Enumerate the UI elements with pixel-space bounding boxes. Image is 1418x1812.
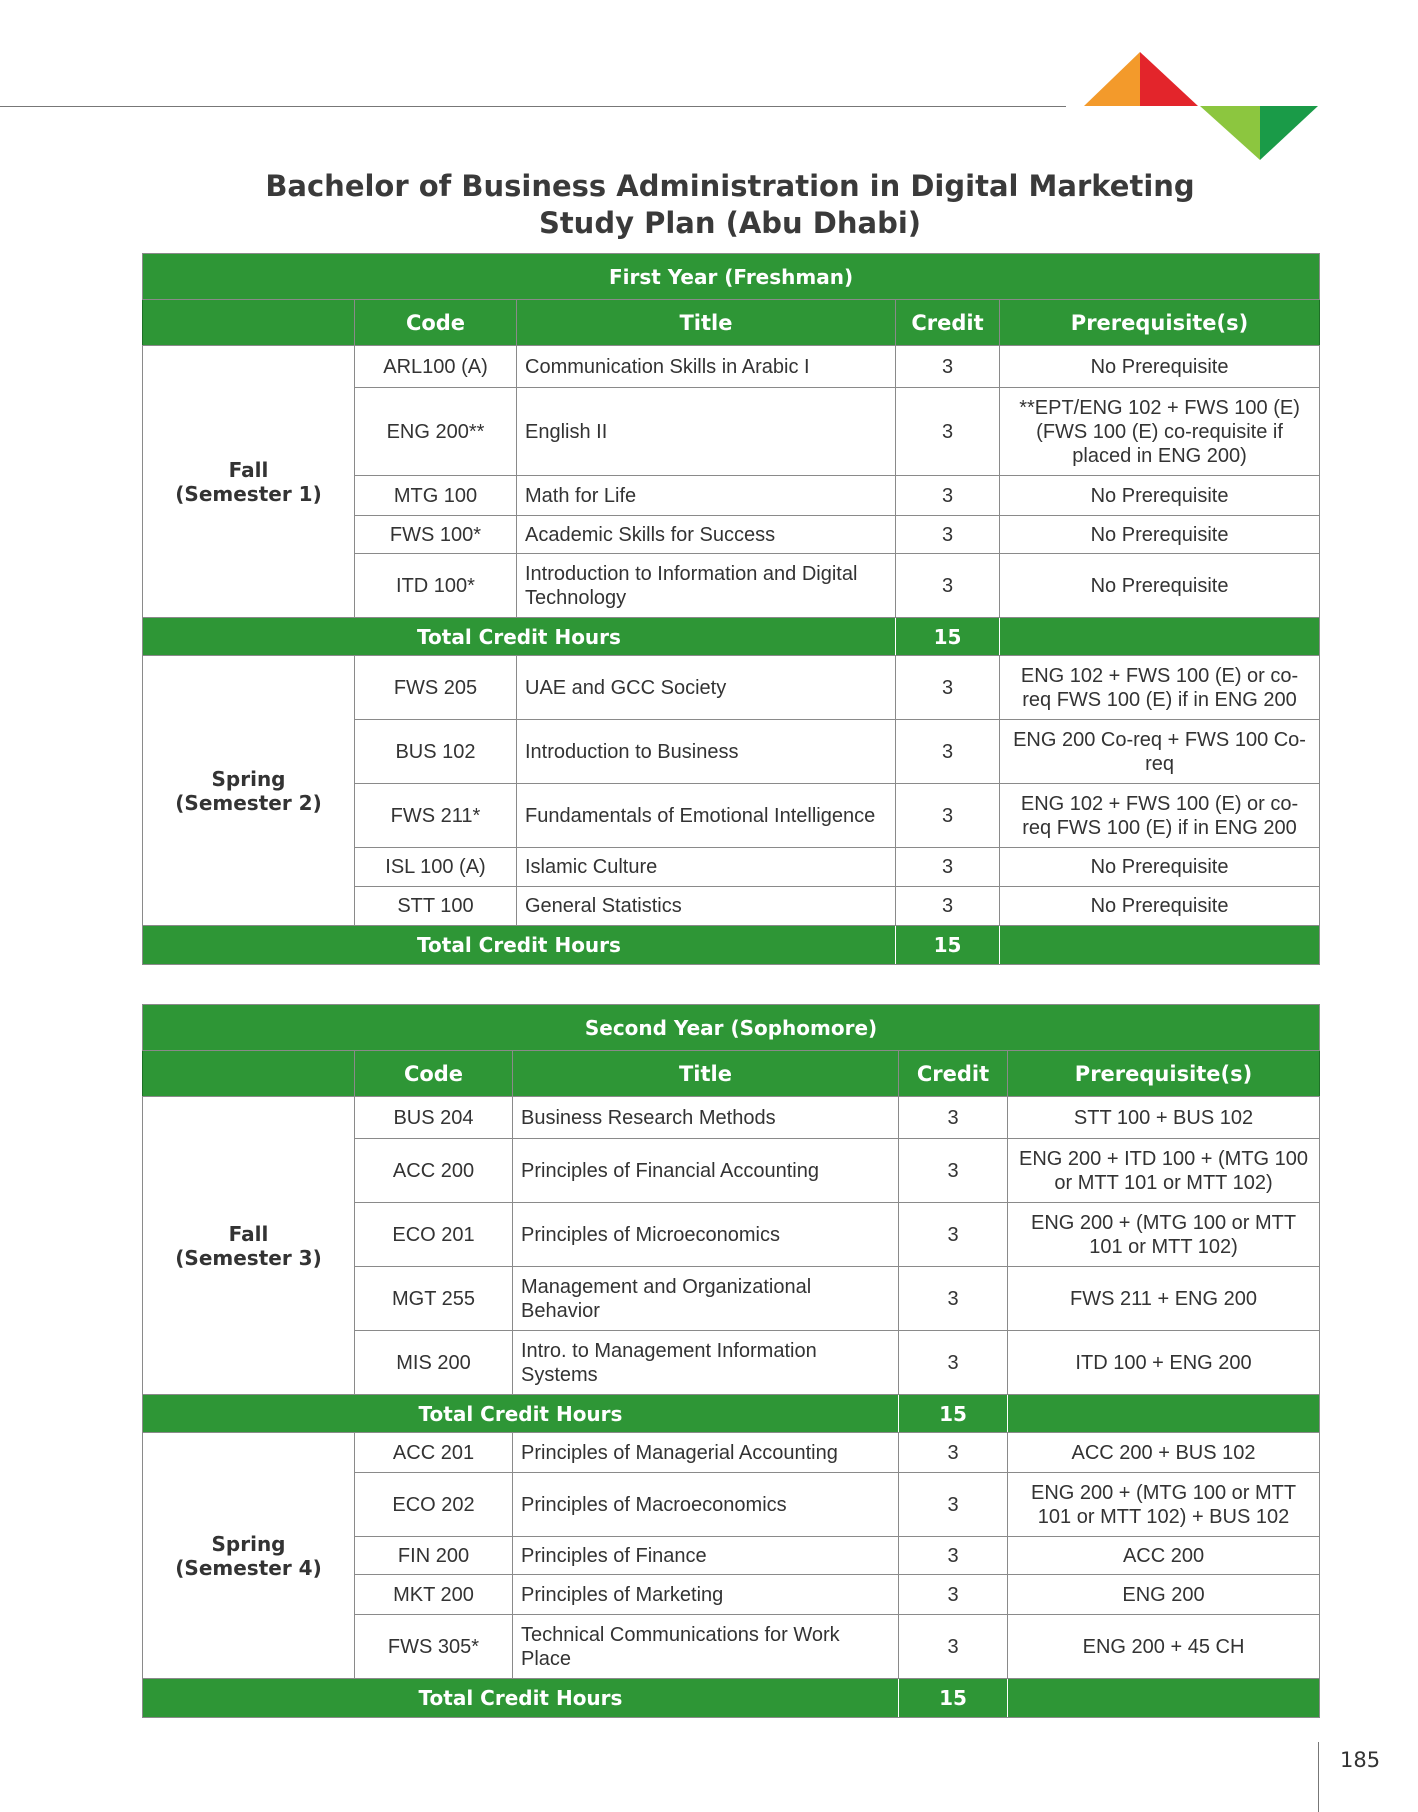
course-credit: 3 xyxy=(896,346,1000,388)
credit-column-header: Credit xyxy=(896,300,1000,346)
course-title: Intro. to Management Information Systems xyxy=(513,1331,899,1395)
logo-red-triangle xyxy=(1140,52,1198,106)
course-code: FWS 305* xyxy=(355,1615,513,1679)
prereq-column-header: Prerequisite(s) xyxy=(1000,300,1320,346)
course-code: ECO 202 xyxy=(355,1473,513,1537)
course-code: BUS 102 xyxy=(355,720,517,784)
course-prereq: ACC 200 xyxy=(1008,1537,1320,1575)
course-code: ACC 201 xyxy=(355,1433,513,1473)
course-code: ECO 201 xyxy=(355,1203,513,1267)
course-title: Principles of Managerial Accounting xyxy=(513,1433,899,1473)
course-prereq: ENG 200 + (MTG 100 or MTT 101 or MTT 102) xyxy=(1008,1203,1320,1267)
total-credit-row xyxy=(143,1679,1320,1718)
course-prereq: ENG 200 Co-req + FWS 100 Co-req xyxy=(1000,720,1320,784)
semester-season: Fall xyxy=(228,457,269,482)
semester-column-header xyxy=(143,300,355,346)
course-title: Math for Life xyxy=(517,476,896,516)
table-row xyxy=(143,346,1320,388)
course-title: UAE and GCC Society xyxy=(517,656,896,720)
course-code: ITD 100* xyxy=(355,554,517,618)
course-code: ARL100 (A) xyxy=(355,346,517,388)
total-credit-label: Total Credit Hours xyxy=(143,1679,899,1718)
total-credit-value: 15 xyxy=(899,1679,1008,1718)
header-rule xyxy=(0,106,1066,107)
course-credit: 3 xyxy=(899,1615,1008,1679)
course-credit: 3 xyxy=(899,1331,1008,1395)
credit-column-header: Credit xyxy=(899,1051,1008,1097)
total-credit-blank xyxy=(1000,926,1320,965)
course-credit: 3 xyxy=(896,554,1000,618)
course-credit: 3 xyxy=(899,1575,1008,1615)
code-column-header: Code xyxy=(355,300,517,346)
course-code: MTG 100 xyxy=(355,476,517,516)
course-prereq: No Prerequisite xyxy=(1000,887,1320,926)
course-code: FIN 200 xyxy=(355,1537,513,1575)
course-prereq: No Prerequisite xyxy=(1000,346,1320,388)
course-credit: 3 xyxy=(896,388,1000,476)
course-title: Communication Skills in Arabic I xyxy=(517,346,896,388)
course-prereq: STT 100 + BUS 102 xyxy=(1008,1097,1320,1139)
column-header-row xyxy=(143,1051,1320,1097)
course-title: Management and Organizational Behavior xyxy=(513,1267,899,1331)
course-credit: 3 xyxy=(899,1203,1008,1267)
course-prereq: No Prerequisite xyxy=(1000,554,1320,618)
course-credit: 3 xyxy=(899,1473,1008,1537)
semester-season: Spring xyxy=(211,1531,286,1556)
course-code: STT 100 xyxy=(355,887,517,926)
course-credit: 3 xyxy=(899,1433,1008,1473)
study-plan-table-year1 xyxy=(142,253,1320,965)
semester-label-cell xyxy=(143,346,355,618)
course-credit: 3 xyxy=(896,656,1000,720)
total-credit-row xyxy=(143,618,1320,656)
course-code: MKT 200 xyxy=(355,1575,513,1615)
study-plan-table-year2 xyxy=(142,1004,1320,1718)
total-credit-row xyxy=(143,1395,1320,1433)
course-prereq: No Prerequisite xyxy=(1000,848,1320,887)
course-code: BUS 204 xyxy=(355,1097,513,1139)
course-credit: 3 xyxy=(896,848,1000,887)
total-credit-value: 15 xyxy=(899,1395,1008,1433)
page-number-divider xyxy=(1318,1742,1319,1812)
course-credit: 3 xyxy=(899,1139,1008,1203)
column-header-row xyxy=(143,300,1320,346)
logo-lime-triangle xyxy=(1200,106,1260,160)
total-credit-blank xyxy=(1000,618,1320,656)
course-credit: 3 xyxy=(896,784,1000,848)
semester-label-cell xyxy=(143,1097,355,1395)
prereq-column-header: Prerequisite(s) xyxy=(1008,1051,1320,1097)
total-credit-label: Total Credit Hours xyxy=(143,618,896,656)
course-prereq: No Prerequisite xyxy=(1000,476,1320,516)
page-title xyxy=(142,168,1318,242)
page-number: 185 xyxy=(1340,1748,1381,1772)
course-prereq: ENG 200 + ITD 100 + (MTG 100 or MTT 101 or MTT 102) xyxy=(1008,1139,1320,1203)
semester-number: (Semester 1) xyxy=(175,481,322,506)
course-prereq: ENG 200 + (MTG 100 or MTT 101 or MTT 102) + BUS 102 xyxy=(1008,1473,1320,1537)
course-title: General Statistics xyxy=(517,887,896,926)
course-title: Technical Communications for Work Place xyxy=(513,1615,899,1679)
course-title: Introduction to Business xyxy=(517,720,896,784)
course-credit: 3 xyxy=(899,1097,1008,1139)
total-credit-row xyxy=(143,926,1320,965)
semester-number: (Semester 3) xyxy=(175,1245,322,1270)
course-title: Principles of Microeconomics xyxy=(513,1203,899,1267)
semester-season: Fall xyxy=(228,1221,269,1246)
course-title: Introduction to Information and Digital Technology xyxy=(517,554,896,618)
total-credit-blank xyxy=(1008,1679,1320,1718)
course-credit: 3 xyxy=(896,516,1000,554)
course-credit: 3 xyxy=(899,1267,1008,1331)
course-prereq: FWS 211 + ENG 200 xyxy=(1008,1267,1320,1331)
course-code: FWS 211* xyxy=(355,784,517,848)
course-title: Principles of Marketing xyxy=(513,1575,899,1615)
table-row xyxy=(143,656,1320,720)
semester-number: (Semester 4) xyxy=(175,1555,322,1580)
course-prereq: ENG 102 + FWS 100 (E) or co-req FWS 100 (E) if in ENG 200 xyxy=(1000,656,1320,720)
course-prereq: ENG 102 + FWS 100 (E) or co-req FWS 100 (E) if in ENG 200 xyxy=(1000,784,1320,848)
year-title: First Year (Freshman) xyxy=(143,254,1320,300)
logo-orange-triangle xyxy=(1084,52,1140,106)
semester-label-cell xyxy=(143,656,355,926)
course-code: ISL 100 (A) xyxy=(355,848,517,887)
table-row xyxy=(143,1433,1320,1473)
semester-season: Spring xyxy=(211,766,286,791)
course-credit: 3 xyxy=(896,887,1000,926)
course-title: Principles of Macroeconomics xyxy=(513,1473,899,1537)
course-prereq: **EPT/ENG 102 + FWS 100 (E) (FWS 100 (E) co-requisite if placed in ENG 200) xyxy=(1000,388,1320,476)
page-title-line2: Study Plan (Abu Dhabi) xyxy=(538,206,922,240)
course-code: MGT 255 xyxy=(355,1267,513,1331)
course-code: ENG 200** xyxy=(355,388,517,476)
course-credit: 3 xyxy=(899,1537,1008,1575)
course-prereq: ENG 200 xyxy=(1008,1575,1320,1615)
course-title: Fundamentals of Emotional Intelligence xyxy=(517,784,896,848)
code-column-header: Code xyxy=(355,1051,513,1097)
course-code: MIS 200 xyxy=(355,1331,513,1395)
title-column-header: Title xyxy=(513,1051,899,1097)
year-header xyxy=(143,254,1320,300)
semester-number: (Semester 2) xyxy=(175,790,322,815)
total-credit-value: 15 xyxy=(896,926,1000,965)
year-title: Second Year (Sophomore) xyxy=(143,1005,1320,1051)
total-credit-blank xyxy=(1008,1395,1320,1433)
course-title: English II xyxy=(517,388,896,476)
course-code: FWS 100* xyxy=(355,516,517,554)
semester-label-cell xyxy=(143,1433,355,1679)
course-prereq: ACC 200 + BUS 102 xyxy=(1008,1433,1320,1473)
title-column-header: Title xyxy=(517,300,896,346)
page-title-line1: Bachelor of Business Administration in Digital Marketing xyxy=(265,169,1195,203)
total-credit-label: Total Credit Hours xyxy=(143,1395,899,1433)
course-title: Principles of Finance xyxy=(513,1537,899,1575)
course-prereq: No Prerequisite xyxy=(1000,516,1320,554)
course-credit: 3 xyxy=(896,476,1000,516)
course-title: Islamic Culture xyxy=(517,848,896,887)
course-title: Academic Skills for Success xyxy=(517,516,896,554)
course-prereq: ITD 100 + ENG 200 xyxy=(1008,1331,1320,1395)
course-code: FWS 205 xyxy=(355,656,517,720)
course-credit: 3 xyxy=(896,720,1000,784)
year-header xyxy=(143,1005,1320,1051)
course-prereq: ENG 200 + 45 CH xyxy=(1008,1615,1320,1679)
logo-green-triangle xyxy=(1260,106,1318,160)
semester-column-header xyxy=(143,1051,355,1097)
table-row xyxy=(143,1097,1320,1139)
total-credit-value: 15 xyxy=(896,618,1000,656)
total-credit-label: Total Credit Hours xyxy=(143,926,896,965)
course-title: Principles of Financial Accounting xyxy=(513,1139,899,1203)
course-code: ACC 200 xyxy=(355,1139,513,1203)
brand-triangles-logo xyxy=(1080,50,1320,162)
course-title: Business Research Methods xyxy=(513,1097,899,1139)
